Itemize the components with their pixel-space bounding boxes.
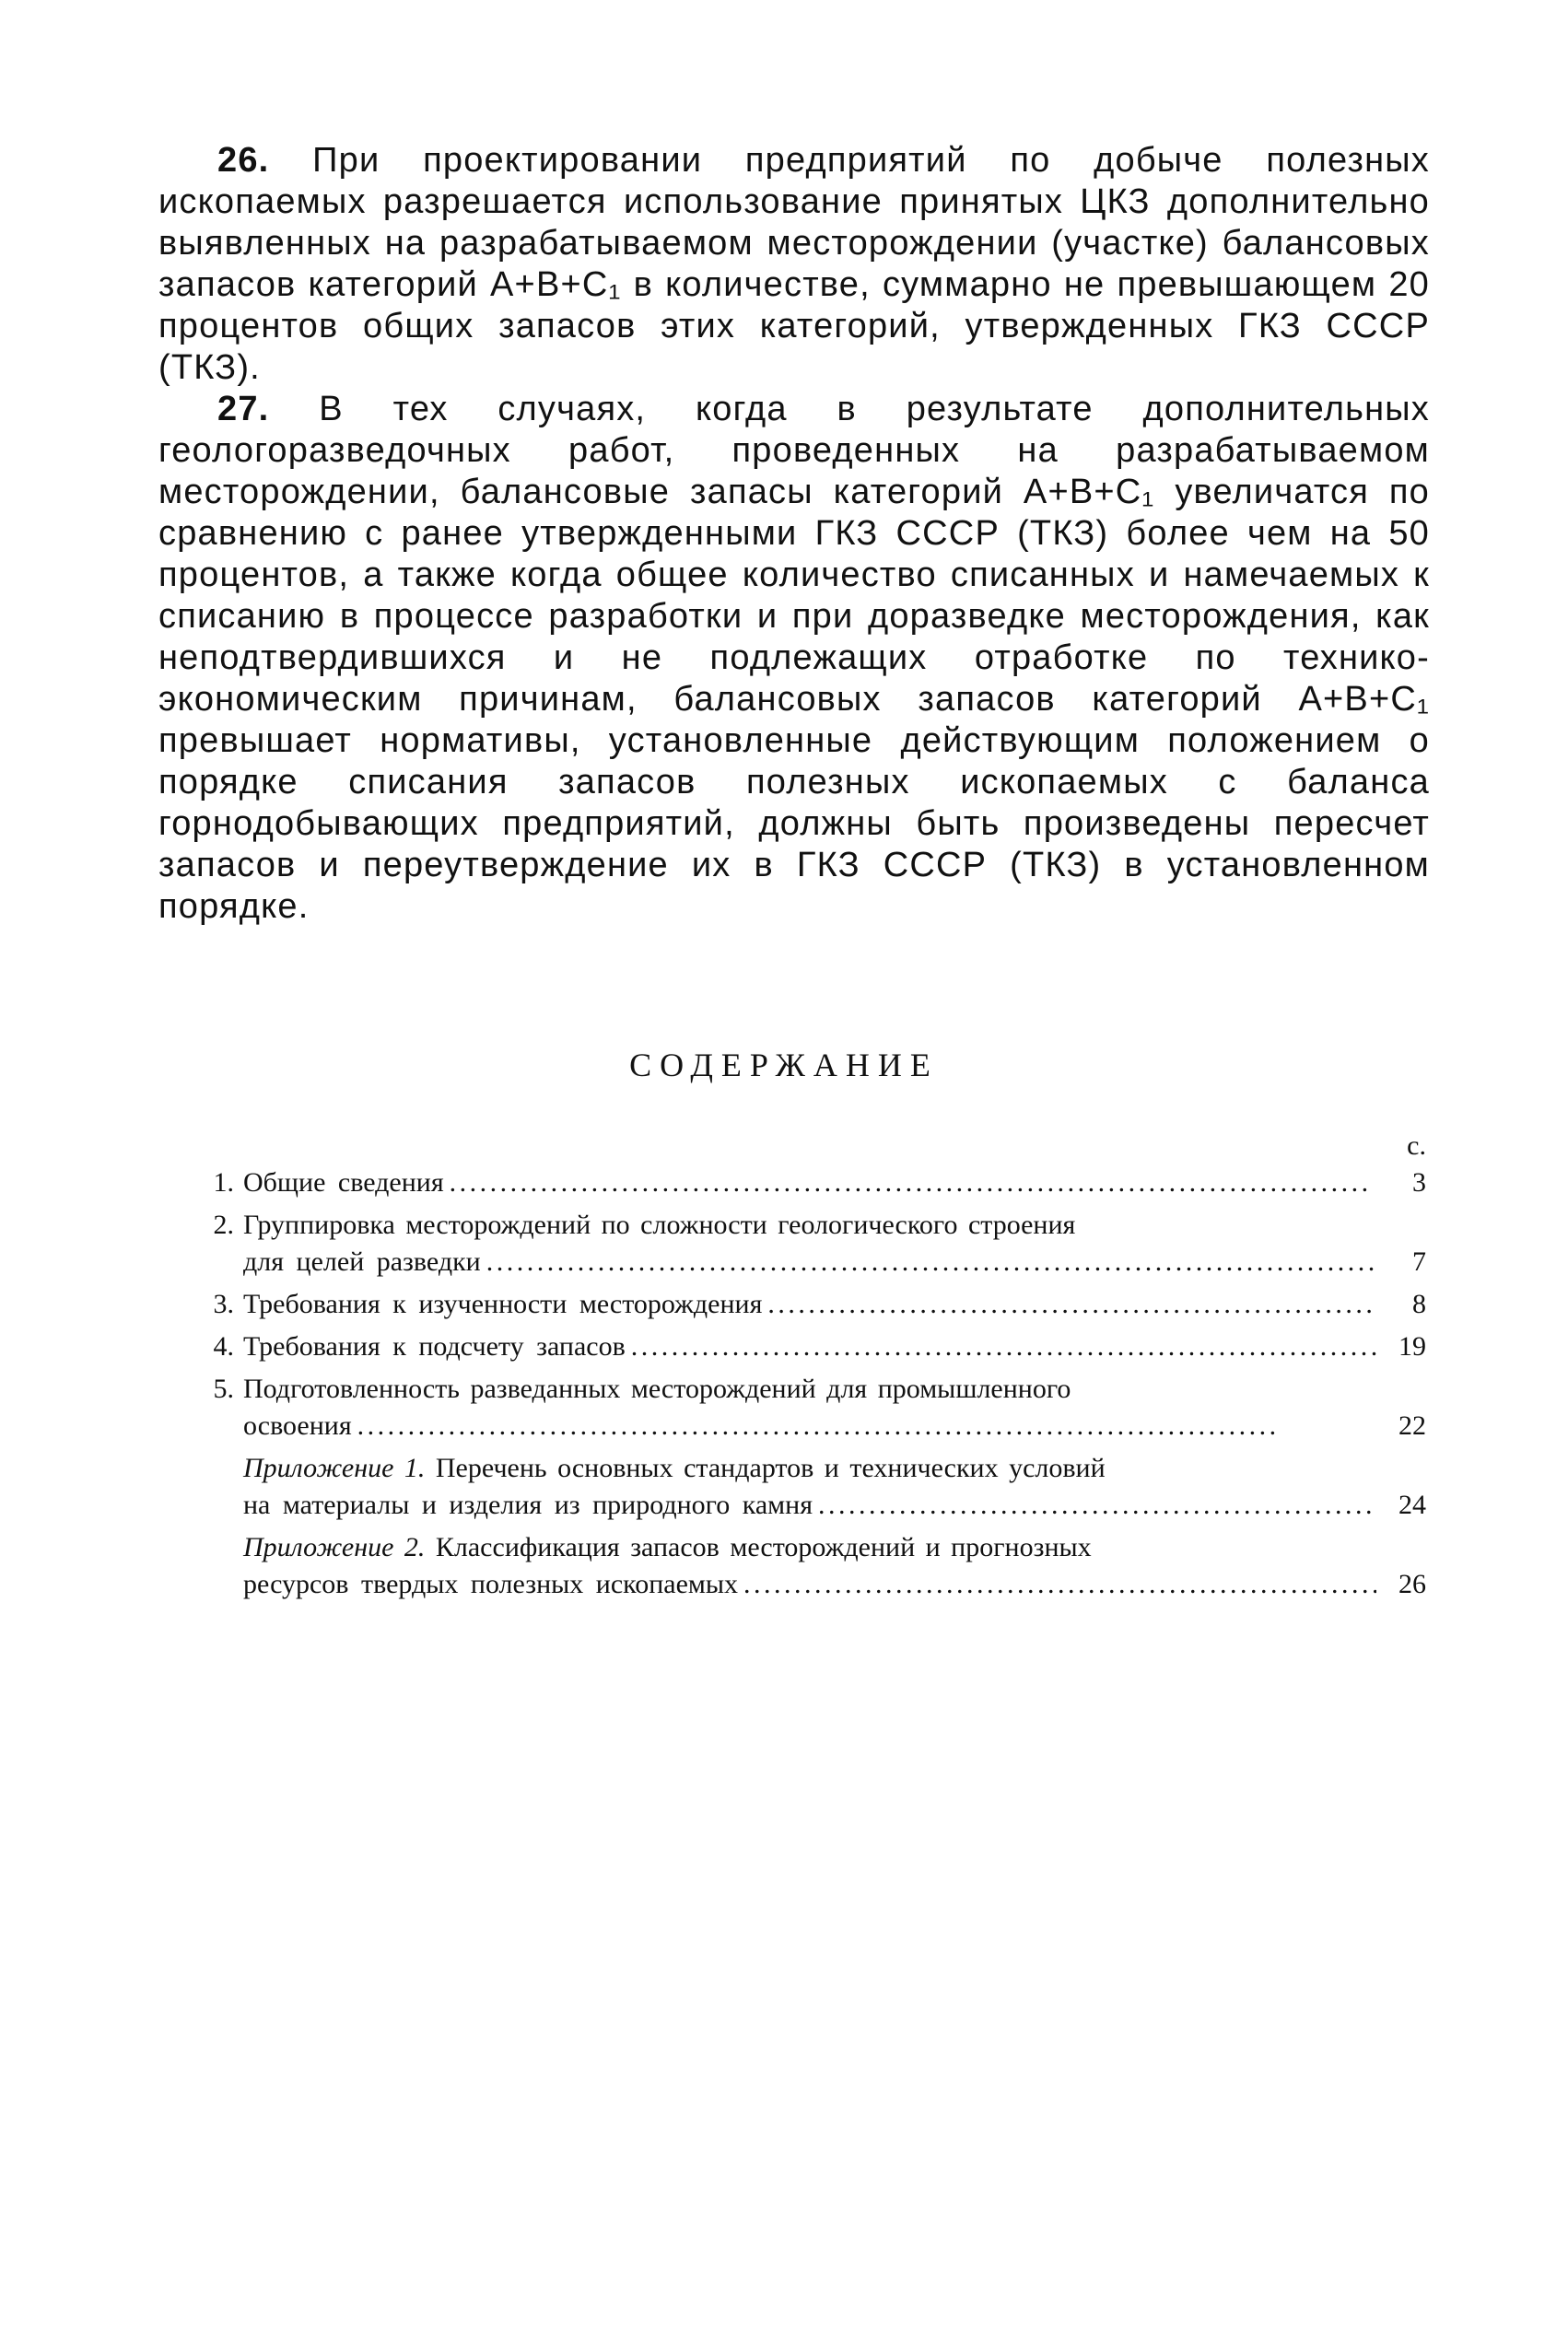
toc-entry-last-line [243, 1566, 1430, 1603]
toc-entry-number: 1. [213, 1167, 234, 1198]
paragraph-number: 26. [217, 141, 270, 180]
toc-dot-leader [444, 1164, 1376, 1201]
toc-entry [195, 1328, 1430, 1365]
toc-entry-body [243, 1371, 1430, 1445]
toc-title: СОДЕРЖАНИЕ [629, 1047, 939, 1083]
toc-entry-title: Классификация запасов месторождений и прогнозных [435, 1532, 1092, 1562]
toc-entry-first-line [243, 1450, 1430, 1487]
paragraph-26 [158, 140, 1430, 389]
toc-entry-first-line [243, 1207, 1430, 1244]
toc-entry-body [243, 1286, 1430, 1323]
toc-entry-body [243, 1207, 1430, 1281]
toc-page-number: 26 [1398, 1569, 1426, 1599]
paragraph-text: В тех случаях, когда в результате дополнительных геологоразведочных работ, проведенных на разрабатываемом месторождении, балансовые запасы категорий A+B+C₁ увеличатся по сравнению с ранее утвержденными ГКЗ СССР (ТКЗ) более чем на 50 процентов, а также когда общее количество списанных и намечаемых к списанию в процессе разработки и при доразведке месторождения, как неподтвердившихся и не подлежащих отработке по технико-экономическим причинам, балансовых запасов категорий A+B+C₁ превышает нормативы, установленные действующим положением о порядке списания запасов полезных ископаемых с баланса горнодобывающих предприятий, должны быть произведены пересчет запасов и переутверждение их в ГКЗ СССР (ТКЗ) в установленном порядке. [158, 390, 1430, 926]
toc-entry [195, 1164, 1430, 1201]
toc-entries [195, 1164, 1430, 1603]
paragraph-text: При проектировании предприятий по добыче полезных ископаемых разрешается использование принятых ЦКЗ дополнительно выявленных на разрабатываемом месторождении (участке) балансовых запасов категорий A+B+C₁ в количестве, суммарно не превышающем 20 процентов общих запасов этих категорий, утвержденных ГКЗ СССР (ТКЗ). [158, 141, 1430, 387]
paragraph-number: 27. [217, 390, 270, 428]
toc-entry-title: на материалы и изделия из природного камня [243, 1490, 813, 1520]
toc-entry-last-line [243, 1286, 1430, 1323]
toc-entry-first-line [243, 1371, 1430, 1408]
table-of-contents [195, 1128, 1430, 1609]
toc-entry-title: для целей разведки [243, 1246, 481, 1277]
toc-entry-number: 4. [213, 1331, 234, 1362]
toc-entry [195, 1529, 1430, 1603]
appendix-label: Приложение 2. [243, 1532, 426, 1562]
toc-entry-body [243, 1529, 1430, 1603]
paragraph-27 [158, 389, 1430, 928]
toc-entry-last-line [243, 1244, 1430, 1281]
toc-entry [195, 1207, 1430, 1281]
toc-page-column-header: с. [1407, 1130, 1426, 1161]
toc-entry-last-line [243, 1164, 1430, 1201]
toc-page-number: 8 [1412, 1289, 1426, 1319]
toc-dot-leader [762, 1286, 1376, 1323]
toc-entry-body [243, 1328, 1430, 1365]
toc-entry-number: 3. [213, 1289, 234, 1319]
toc-page-number: 22 [1398, 1410, 1426, 1441]
toc-entry-title: Общие сведения [243, 1167, 444, 1198]
toc-entry-title: Требования к подсчету запасов [243, 1331, 626, 1362]
toc-entry [195, 1286, 1430, 1323]
toc-entry-number: 2. [213, 1210, 234, 1240]
toc-entry-body [243, 1450, 1430, 1524]
toc-entry-title: Перечень основных стандартов и технических условий [435, 1453, 1106, 1483]
toc-entry-last-line [243, 1328, 1430, 1365]
toc-dot-leader [352, 1408, 1376, 1445]
toc-entry-title: освоения [243, 1410, 352, 1441]
toc-dot-leader [481, 1244, 1376, 1281]
toc-entry-title: Требования к изученности месторождения [243, 1289, 763, 1319]
toc-page-number: 3 [1412, 1167, 1426, 1198]
toc-entry-number: 5. [213, 1374, 234, 1404]
appendix-label: Приложение 1. [243, 1453, 426, 1483]
toc-entry-body [243, 1164, 1430, 1201]
toc-entry-title: Группировка месторождений по сложности геологического строения [243, 1210, 1076, 1240]
toc-entry [195, 1450, 1430, 1524]
toc-page-number: 19 [1398, 1331, 1426, 1362]
toc-page-number: 24 [1398, 1490, 1426, 1520]
toc-entry-last-line [243, 1487, 1430, 1524]
toc-entry [195, 1371, 1430, 1445]
toc-dot-leader [738, 1566, 1376, 1603]
toc-entry-first-line [243, 1529, 1430, 1566]
toc-entry-title: ресурсов твердых полезных ископаемых [243, 1569, 739, 1599]
toc-page-number: 7 [1412, 1246, 1426, 1277]
toc-entry-title: Подготовленность разведанных месторождений для промышленного [243, 1374, 1071, 1404]
toc-entry-last-line [243, 1408, 1430, 1445]
toc-dot-leader [626, 1328, 1376, 1365]
body-text [158, 140, 1430, 928]
toc-dot-leader [813, 1487, 1376, 1524]
